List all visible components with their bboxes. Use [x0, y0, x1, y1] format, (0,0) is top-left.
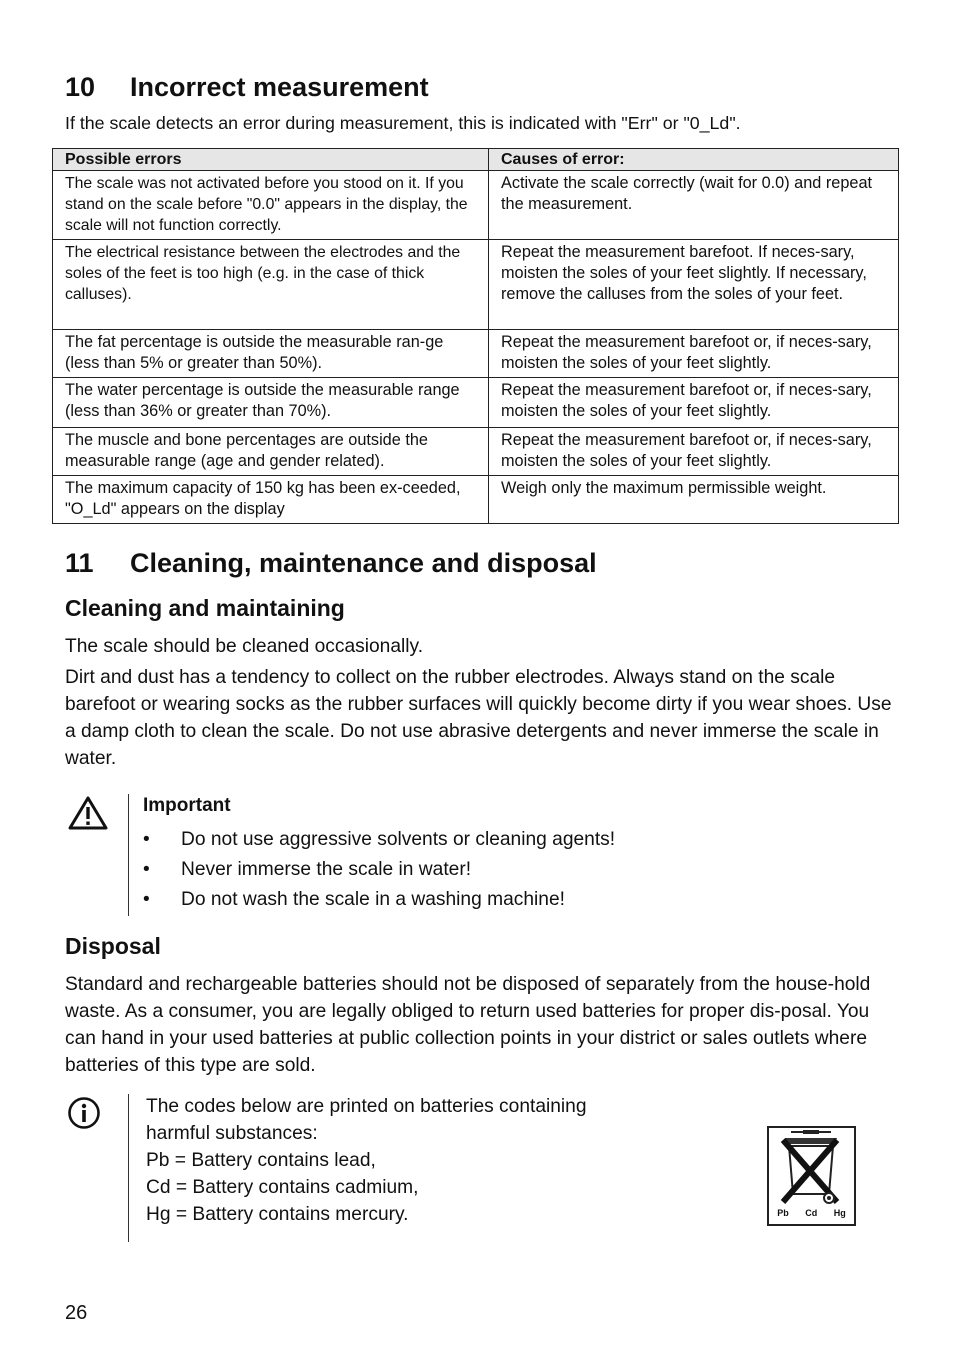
- warning-triangle-icon: [67, 795, 109, 836]
- bin-label: Pb: [777, 1208, 789, 1218]
- table-row: [53, 476, 899, 524]
- table-cell: Activate the scale correctly (wait for 0.0) and repeat the measurement.: [489, 171, 899, 240]
- table-cell: The muscle and bone percentages are outside the measurable range (age and gender related).: [53, 428, 489, 476]
- list-item: [143, 885, 843, 915]
- section-intro: If the scale detects an error during measurement, this is indicated with "Err" or "0_Ld".: [65, 113, 741, 133]
- info-line: The codes below are printed on batteries containing: [146, 1096, 587, 1117]
- section-number: 10: [65, 72, 96, 102]
- cleaning-paragraph-2: Dirt and dust has a tendency to collect on the rubber electrodes. Always stand on the scale barefoot or wearing socks as the rubber surfaces will quickly become dirty if you wear shoes. Use a damp cloth to clean the scale. Do not use abrasive detergents and never immerse the scale in water.: [65, 667, 892, 769]
- table-cell: Repeat the measurement barefoot or, if neces-sary, moisten the soles of your feet slightly.: [489, 428, 899, 476]
- page-number: 26: [65, 1302, 88, 1324]
- table-header-cell: Possible errors: [53, 149, 489, 171]
- table-row: [53, 378, 899, 428]
- table-cell: The maximum capacity of 150 kg has been ex-ceeded, "O_Ld" appears on the display: [53, 476, 489, 524]
- table-cell: Repeat the measurement barefoot or, if neces-sary, moisten the soles of your feet slightly.: [489, 330, 899, 378]
- info-divider: [128, 1094, 129, 1242]
- bullet: •: [143, 889, 150, 910]
- section-number: 11: [65, 548, 94, 578]
- bin-labels: [769, 1207, 854, 1219]
- table-row: [53, 428, 899, 476]
- disposal-paragraph: Standard and rechargeable batteries should not be disposed of separately from the house-hold waste. As a consumer, you are legally obliged to return used batteries for proper dis-posal. You can hand in your used batteries at public collection points in your district or sales outlets where batteries of this type are sold.: [65, 974, 871, 1076]
- table-cell: Weigh only the maximum permissible weight.: [489, 476, 899, 524]
- table-cell: The scale was not activated before you stood on it. If you stand on the scale before "0.0" appears in the display, the scale will not function correctly.: [53, 171, 489, 240]
- error-table: [52, 148, 899, 524]
- table-cell: The water percentage is outside the measurable range (less than 36% or greater than 70%).: [53, 378, 489, 428]
- info-line: Hg = Battery contains mercury.: [146, 1204, 409, 1225]
- table-row: [53, 171, 899, 240]
- important-label: Important: [143, 795, 231, 816]
- info-line: harmful substances:: [146, 1123, 318, 1144]
- bin-label: Cd: [805, 1208, 818, 1218]
- info-line: Pb = Battery contains lead,: [146, 1150, 376, 1171]
- table-header-cell: Causes of error:: [489, 149, 899, 171]
- table-cell: The fat percentage is outside the measurable ran-ge (less than 5% or greater than 50%).: [53, 330, 489, 378]
- bullet: •: [143, 829, 150, 850]
- list-item-text: Do not use aggressive solvents or cleaning agents!: [181, 829, 616, 850]
- section-11-heading: [65, 548, 597, 579]
- bin-label: Hg: [833, 1208, 846, 1218]
- info-line: Cd = Battery contains cadmium,: [146, 1177, 419, 1198]
- info-icon: [67, 1096, 101, 1135]
- list-item: [143, 825, 843, 855]
- important-divider: [128, 794, 129, 916]
- table-header-row: [53, 149, 899, 171]
- table-cell: The electrical resistance between the electrodes and the soles of the feet is too high (e.g. in the case of thick calluses).: [53, 240, 489, 330]
- table-cell: Repeat the measurement barefoot or, if neces-sary, moisten the soles of your feet slightly.: [489, 378, 899, 428]
- section-title: Incorrect measurement: [130, 72, 429, 102]
- table-cell: Repeat the measurement barefoot. If neces-sary, moisten the soles of your feet slightly. If necessary, remove the calluses from the soles of your feet.: [489, 240, 899, 330]
- list-item-text: Do not wash the scale in a washing machine!: [181, 889, 565, 910]
- section-title: Cleaning, maintenance and disposal: [130, 548, 597, 578]
- list-item: [143, 855, 843, 885]
- important-list: [143, 825, 843, 915]
- cleaning-paragraph-1: The scale should be cleaned occasionally.: [65, 636, 424, 657]
- info-text: [146, 1093, 706, 1228]
- disposal-heading: Disposal: [65, 933, 161, 959]
- cleaning-heading: Cleaning and maintaining: [65, 595, 345, 621]
- bullet: •: [143, 859, 150, 880]
- list-item-text: Never immerse the scale in water!: [181, 859, 472, 880]
- table-row: [53, 240, 899, 330]
- section-10-heading: [65, 72, 429, 103]
- crossed-out-bin-icon: [767, 1126, 856, 1226]
- table-row: [53, 330, 899, 378]
